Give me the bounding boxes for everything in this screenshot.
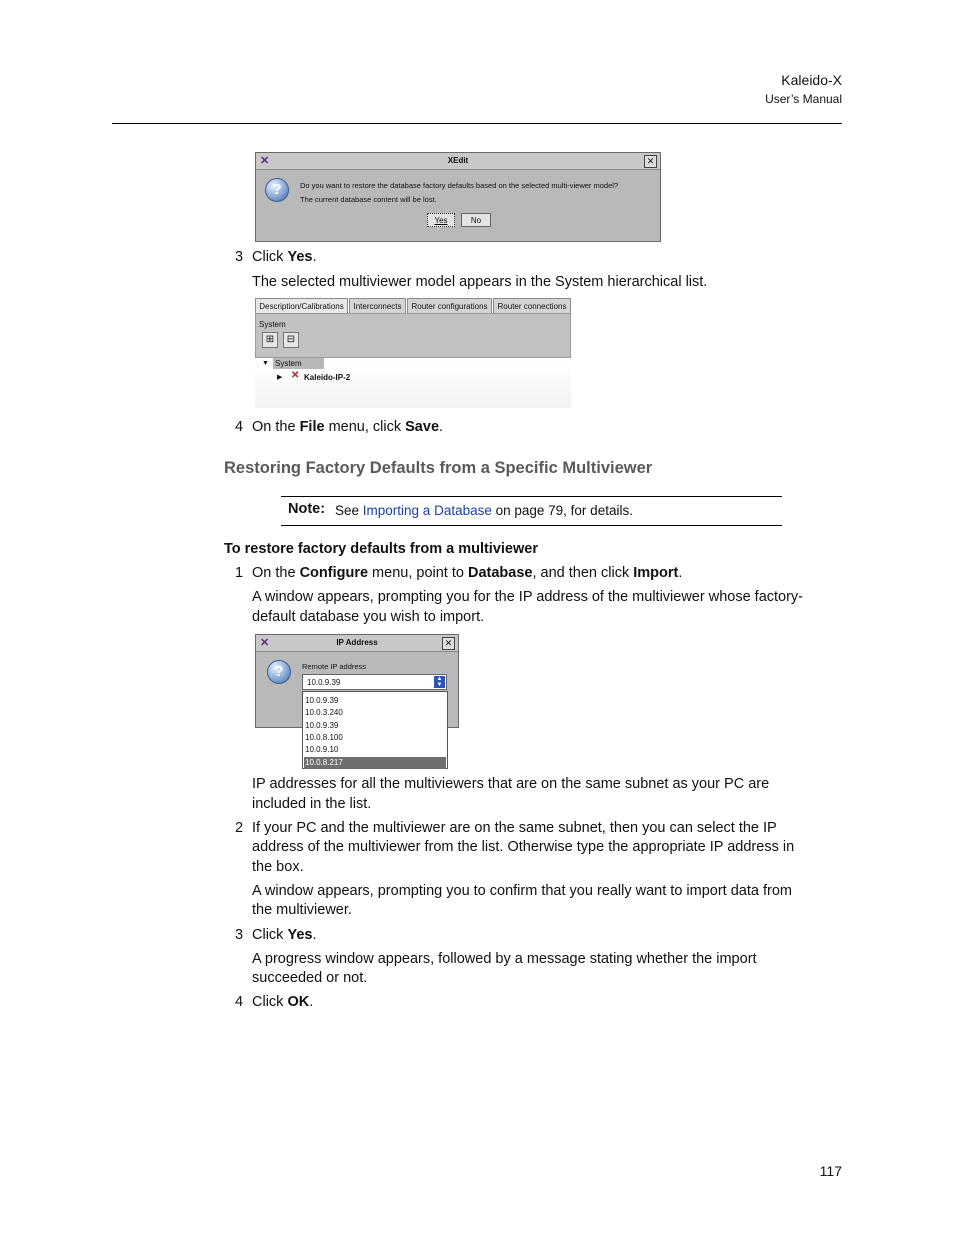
step-text-bold: Yes: [287, 927, 313, 943]
dialog-titlebar: [256, 635, 458, 652]
step-text-bold: OK: [287, 994, 310, 1010]
step-text-line: the box.: [252, 859, 304, 875]
paragraph-line: default database you wish to import.: [252, 609, 485, 625]
step-text-bold: Configure: [299, 565, 369, 581]
tab-description-calibrations[interactable]: Description/Calibrations: [255, 298, 348, 313]
note-label: Note:: [288, 501, 326, 517]
tab-router-configurations[interactable]: Router configurations: [407, 298, 492, 313]
multiviewer-icon: ✕: [291, 370, 300, 381]
step-text-bold: Import: [633, 565, 679, 581]
step-text-pre: Click: [252, 994, 288, 1010]
step-text-part: On the: [252, 565, 300, 581]
dialog-titlebar: [256, 153, 660, 170]
note-box: [281, 496, 782, 526]
tree-root-node[interactable]: System: [273, 358, 324, 369]
paragraph: The selected multiviewer model appears in the System hierarchical list.: [252, 274, 708, 290]
xedit-logo-icon: ✕: [260, 155, 270, 167]
step-text-part: .: [678, 565, 683, 581]
step-number: 4: [235, 994, 244, 1010]
close-icon[interactable]: ✕: [442, 637, 455, 650]
paragraph-line: IP addresses for all the multiviewers that are on the same subnet as your PC are: [252, 776, 770, 792]
step-text-part: On the: [252, 419, 300, 435]
ip-option[interactable]: 10.0.9.39: [305, 696, 339, 705]
note-text: [335, 503, 633, 518]
paragraph-line: included in the list.: [252, 796, 372, 812]
step-text-part: menu, click: [324, 419, 406, 435]
ip-option[interactable]: 10.0.8.217: [304, 757, 446, 769]
xedit-dialog: [255, 152, 661, 242]
no-button[interactable]: No: [461, 213, 491, 227]
page-number: 117: [819, 1163, 842, 1179]
note-text-pre: See: [335, 503, 363, 518]
step-text-post: .: [309, 994, 314, 1010]
section-heading: Restoring Factory Defaults from a Specific Multiviewer: [224, 459, 653, 477]
step-text-pre: Click: [252, 249, 288, 265]
ip-combobox[interactable]: [302, 674, 447, 690]
procedure-heading: To restore factory defaults from a multiviewer: [224, 541, 538, 557]
ip-option[interactable]: 10.0.9.39: [305, 720, 339, 730]
step-text-line: address of the multiviewer from the list. Otherwise type the appropriate IP address in: [252, 839, 795, 855]
ip-field-label: Remote IP address: [302, 662, 367, 671]
step-text-part: , and then click: [532, 565, 634, 581]
ip-option[interactable]: 10.0.3.240: [305, 708, 343, 718]
note-link[interactable]: Importing a Database: [362, 503, 492, 518]
ip-dropdown-list: [302, 691, 448, 769]
paragraph-line: A window appears, prompting you for the IP address of the multiviewer whose factory-: [252, 589, 804, 605]
step-text: [252, 248, 316, 268]
dialog-title: XEdit: [447, 156, 469, 165]
expand-all-icon[interactable]: ⊞: [262, 332, 278, 348]
collapse-all-icon[interactable]: ⊟: [283, 332, 299, 348]
note-text-post: on page 79, for details.: [491, 503, 633, 518]
system-section-label: System: [259, 320, 286, 329]
system-toolbar: [255, 313, 571, 358]
paragraph-line: A progress window appears, followed by a message stating whether the import: [252, 951, 757, 967]
header-rule: [112, 123, 842, 124]
tab-interconnects[interactable]: Interconnects: [349, 298, 406, 313]
tree-expand-arrow-icon[interactable]: ▼: [262, 360, 269, 367]
step-text-post: .: [312, 927, 317, 943]
dialog-message-line1: Do you want to restore the database factory defaults based on the selected multi-viewer model?: [300, 181, 619, 190]
step-text-post: .: [312, 249, 317, 265]
paragraph-line: the multiviewer.: [252, 902, 352, 918]
tab-router-connections[interactable]: Router connections: [493, 298, 571, 313]
step-text-part: menu, point to: [368, 565, 468, 581]
system-panel: [255, 298, 571, 408]
step-text: [252, 418, 443, 438]
dialog-title: IP Address: [336, 638, 378, 647]
ip-option[interactable]: 10.0.9.10: [305, 745, 339, 755]
ip-combobox-value[interactable]: 10.0.9.39: [307, 678, 341, 687]
step-number: 4: [235, 419, 244, 435]
ip-option[interactable]: 10.0.8.100: [305, 732, 343, 742]
question-icon: ?: [267, 660, 291, 684]
tree-child-node[interactable]: Kaleido-IP-2: [304, 373, 351, 382]
xedit-logo-icon: ✕: [260, 637, 270, 649]
step-text-bold: Database: [467, 565, 533, 581]
step-text-part: .: [439, 419, 444, 435]
close-icon[interactable]: ✕: [644, 155, 657, 168]
step-text-bold: Save: [405, 419, 440, 435]
step-number: 2: [235, 820, 244, 836]
dialog-message-line2: The current database content will be lost.: [300, 195, 437, 204]
question-icon: ?: [265, 178, 289, 202]
step-text: [252, 564, 682, 584]
tree-child-arrow-icon[interactable]: ▶: [277, 374, 283, 381]
step-number: 1: [235, 565, 244, 581]
step-number: 3: [235, 927, 244, 943]
step-text-line: If your PC and the multiviewer are on the same subnet, then you can select the IP: [252, 820, 777, 836]
header-manual: User’s Manual: [765, 92, 842, 106]
yes-button[interactable]: Yes: [427, 213, 455, 227]
step-text: [252, 993, 313, 1013]
step-number: 3: [235, 249, 244, 265]
step-text: [252, 926, 316, 946]
step-text-bold: File: [299, 419, 325, 435]
step-text-pre: Click: [252, 927, 288, 943]
paragraph-line: succeeded or not.: [252, 970, 368, 986]
header-product: Kaleido-X: [781, 72, 842, 88]
paragraph-line: A window appears, prompting you to confirm that you really want to import data from: [252, 883, 792, 899]
spinner-arrows-icon[interactable]: ▲ ▼: [434, 676, 445, 688]
step-text-bold: Yes: [287, 249, 313, 265]
